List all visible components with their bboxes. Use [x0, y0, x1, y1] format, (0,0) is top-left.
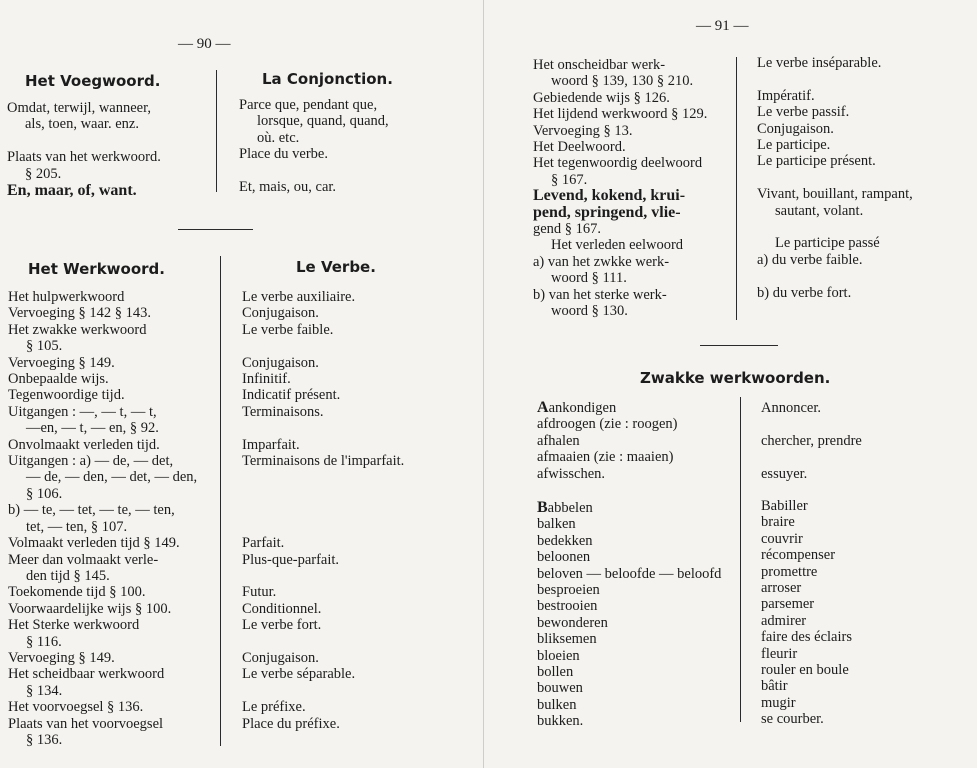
conjonction-line: lorsque, quand, quand,: [257, 113, 389, 130]
voegwoord-bold-line: En, maar, of, want.: [7, 182, 137, 199]
verbe-line: Futur.: [242, 584, 277, 601]
vocab-word-nl: bedekken: [537, 532, 593, 549]
verbe-line: Infinitif.: [242, 371, 291, 388]
werkwoord-line: b) — te, — tet, — te, — ten,: [8, 502, 175, 519]
werkwoord-line: § 116.: [26, 633, 62, 650]
werkwoord-dutch-lines: [8, 289, 197, 748]
participle-line: woord § 111.: [551, 270, 627, 287]
section-heading-werkwoord: Het Werkwoord.: [28, 260, 165, 278]
vocab-word-nl: besproeien: [537, 582, 600, 599]
participle-fr-line: Le verbe passif.: [757, 104, 850, 121]
werkwoord-line: —en, — t, — en, § 92.: [26, 420, 159, 437]
werkwoord-line: Het Sterke werkwoord: [8, 617, 140, 634]
participle-line: Het Deelwoord.: [533, 139, 626, 156]
section-heading-voegwoord: Het Voegwoord.: [25, 72, 161, 90]
voegwoord-line: [7, 133, 161, 149]
participle-line: Het onscheidbar werk-: [533, 57, 666, 73]
participle-fr-line: Le participe.: [757, 137, 831, 154]
participle-french-lines: [757, 55, 913, 301]
participle-line: a) van het zwkke werk-: [533, 253, 670, 270]
vocab-word-fr: faire des éclairs: [761, 629, 852, 646]
verbe-line: [242, 469, 404, 485]
verbe-line: Imparfait.: [242, 436, 300, 453]
vocab-word-fr: arroser: [761, 580, 802, 597]
vocab-word-fr: braire: [761, 514, 795, 531]
vocab-word-fr: mugir: [761, 694, 796, 711]
vocab-word-nl: beloven — beloofde — beloofd: [537, 565, 722, 582]
vocab-word-nl: bewonderen: [537, 614, 608, 631]
vocab-word-nl: bouwen: [537, 680, 583, 697]
werkwoord-line: Vervoeging § 149.: [8, 649, 115, 666]
participle-dutch-lines: [533, 57, 707, 320]
voegwoord-line: § 205.: [25, 165, 62, 182]
verbe-line: Le préfixe.: [242, 699, 306, 716]
verbe-line: [242, 634, 404, 650]
vocab-word-fr: couvrir: [761, 530, 803, 547]
voegwoord-line: als, toen, waar. enz.: [25, 116, 139, 133]
participle-line: Gebiedende wijs § 126.: [533, 89, 670, 106]
werkwoord-line: Onvolmaakt verleden tijd.: [8, 436, 160, 453]
conjonction-line: [239, 163, 389, 179]
vocab-a-dutch: [537, 400, 678, 482]
werkwoord-line: Uitgangen : a) — de, — det,: [8, 453, 174, 470]
verbe-line: [242, 338, 404, 354]
vocab-word-fr: parsemer: [761, 596, 815, 613]
werkwoord-line: Plaats van het voorvoegsel: [8, 715, 164, 732]
vocab-word-fr: promettre: [761, 563, 818, 580]
participle-fr-line: sautant, volant.: [775, 202, 864, 219]
vocab-word-nl: bestrooien: [537, 598, 598, 615]
verbe-line: Terminaisons.: [242, 403, 324, 420]
participle-fr-line: [757, 71, 913, 87]
participle-fr-line: Le verbe inséparable.: [757, 55, 882, 71]
column-divider: [220, 256, 221, 746]
werkwoord-line: Het scheidbaar werkwoord: [8, 666, 165, 683]
werkwoord-line: tet, — ten, § 107.: [26, 518, 128, 535]
vocab-word-fr: chercher, prendre: [761, 432, 862, 449]
werkwoord-line: Tegenwoordige tijd.: [8, 387, 125, 404]
werkwoord-line: Toekomende tijd § 100.: [8, 584, 146, 601]
vocab-word-fr: bâtir: [761, 678, 788, 695]
participle-fr-line: b) du verbe fort.: [757, 284, 852, 301]
vocab-b-french: [761, 498, 852, 728]
werkwoord-line: den tijd § 145.: [26, 567, 110, 584]
vocab-word-fr: essuyer.: [761, 465, 808, 482]
initial-letter: A: [537, 399, 549, 416]
participle-fr-line: [757, 268, 913, 284]
section-heading-conjonction: La Conjonction.: [262, 70, 393, 88]
werkwoord-line: Meer dan volmaakt verle-: [8, 551, 159, 568]
voegwoord-dutch-lines: [7, 100, 161, 182]
page-number-right: — 91 —: [696, 18, 749, 34]
section-separator: [700, 345, 778, 346]
verbe-line: Place du préfixe.: [242, 715, 340, 732]
participle-line: Vervoeging § 13.: [533, 122, 633, 139]
vocab-word-nl: bliksemen: [537, 631, 597, 648]
participle-fr-line: [757, 170, 913, 186]
participle-line: § 167.: [551, 171, 588, 188]
vocab-word-fr: récompenser: [761, 547, 836, 564]
vocab-word-fr: Babiller: [761, 498, 808, 514]
verbe-line: [242, 568, 404, 584]
verbe-line: Indicatif présent.: [242, 387, 341, 404]
vocab-word-fr: rouler en boule: [761, 662, 849, 679]
verbe-line: Plus-que-parfait.: [242, 551, 340, 568]
section-heading-verbe: Le Verbe.: [296, 258, 376, 276]
verbe-line: Le verbe auxiliaire.: [242, 289, 356, 305]
participle-line: gend § 167.: [533, 221, 602, 238]
vocab-word-fr: Annoncer.: [761, 400, 821, 416]
verbe-line: [242, 420, 404, 436]
section-heading-zwakke-werkwoorden: Zwakke werkwoorden.: [640, 369, 831, 387]
verbe-line: Le verbe fort.: [242, 617, 322, 634]
participle-fr-line: [757, 219, 913, 235]
werkwoord-line: Vervoeging § 149.: [8, 354, 115, 371]
verbe-line: Conjugaison.: [242, 649, 319, 666]
werkwoord-line: Onbepaalde wijs.: [8, 371, 109, 388]
participle-line: Het tegenwoordig deelwoord: [533, 155, 703, 172]
vocab-word-nl: afmaaien (zie : maaien): [537, 449, 674, 466]
participle-line: Het lijdend werkwoord § 129.: [533, 106, 708, 123]
verbe-french-lines: [242, 289, 404, 732]
participle-fr-line: Le participe passé: [775, 235, 880, 252]
column-divider: [216, 70, 217, 192]
verbe-line: [242, 486, 404, 502]
vocab-word-nl: bukken.: [537, 713, 584, 730]
verbe-line: [242, 683, 404, 699]
vocab-word-nl: afhalen: [537, 432, 580, 449]
werkwoord-line: Uitgangen : —, — t, — t,: [8, 403, 157, 420]
werkwoord-line: § 106.: [26, 485, 63, 502]
voegwoord-line: Plaats van het werkwoord.: [7, 149, 161, 166]
voegwoord-line: Omdat, terwijl, wanneer,: [7, 100, 151, 116]
verbe-line: Conjugaison.: [242, 305, 319, 322]
werkwoord-line: § 134.: [26, 682, 63, 699]
vocab-b-dutch: [537, 500, 721, 730]
verbe-line: [242, 502, 404, 518]
participle-line: b) van het sterke werk-: [533, 286, 667, 303]
vocab-word-nl: afdroogen (zie : roogen): [537, 416, 678, 433]
vocab-word-fr: fleurir: [761, 645, 798, 662]
column-divider: [740, 397, 741, 722]
page-number-left: — 90 —: [178, 36, 231, 52]
participle-line: woord § 130.: [551, 303, 628, 320]
werkwoord-line: Het hulpwerkwoord: [8, 289, 125, 305]
participle-fr-line: Le participe présent.: [757, 153, 876, 170]
werkwoord-line: Voorwaardelijke wijs § 100.: [8, 600, 172, 617]
werkwoord-line: Het zwakke werkwoord: [8, 321, 147, 338]
vocab-word-fr: [761, 416, 862, 432]
werkwoord-line: Het voorvoegsel § 136.: [8, 699, 144, 716]
vocab-word-nl: balken: [537, 516, 576, 533]
column-divider: [736, 57, 737, 320]
werkwoord-line: Vervoeging § 142 § 143.: [8, 305, 151, 322]
verbe-line: Conditionnel.: [242, 600, 322, 617]
conjonction-french-lines: [239, 97, 389, 195]
vocab-word-nl: bloeien: [537, 647, 580, 664]
verbe-line: Le verbe faible.: [242, 321, 334, 338]
participle-fr-line: Conjugaison.: [757, 120, 834, 137]
conjonction-line: Parce que, pendant que,: [239, 97, 378, 113]
verbe-line: Parfait.: [242, 535, 285, 552]
vocab-word-fr: se courber.: [761, 711, 824, 728]
werkwoord-line: — de, — den, — det, — den,: [26, 469, 198, 486]
vocab-word-nl: afwisschen.: [537, 465, 606, 482]
verbe-line: Conjugaison.: [242, 354, 319, 371]
conjonction-line: où. etc.: [257, 129, 300, 146]
vocab-word-nl: beloonen: [537, 549, 591, 566]
participle-line: Het verleden eelwoord: [551, 237, 684, 254]
verbe-line: Le verbe séparable.: [242, 666, 356, 683]
page-gutter: [483, 0, 484, 768]
section-separator: [178, 229, 253, 230]
vocab-word-fr: [761, 449, 862, 465]
conjonction-line: Et, mais, ou, car.: [239, 179, 337, 196]
vocab-word-fr: admirer: [761, 612, 807, 629]
conjonction-line: Place du verbe.: [239, 146, 328, 163]
verbe-line: Terminaisons de l'imparfait.: [242, 453, 405, 470]
vocab-word-nl: Babbelen: [537, 499, 593, 516]
participle-bold-line: pend, springend, vlie-: [533, 203, 681, 221]
werkwoord-line: § 136.: [26, 731, 63, 748]
werkwoord-line: Volmaakt verleden tijd § 149.: [8, 535, 180, 552]
vocab-word-nl: Aankondigen: [537, 399, 617, 416]
werkwoord-line: § 105.: [26, 338, 63, 355]
verbe-line: [242, 519, 404, 535]
participle-line: woord § 139, 130 § 210.: [551, 73, 694, 90]
participle-fr-line: Vivant, bouillant, rampant,: [757, 186, 913, 203]
participle-bold-line: Levend, kokend, krui-: [533, 187, 686, 205]
participle-fr-line: Impératif.: [757, 87, 815, 104]
participle-fr-line: a) du verbe faible.: [757, 251, 863, 268]
vocab-word-nl: bulken: [537, 696, 577, 713]
initial-letter: B: [537, 499, 548, 516]
vocab-word-nl: bollen: [537, 664, 574, 681]
vocab-a-french: [761, 400, 862, 482]
